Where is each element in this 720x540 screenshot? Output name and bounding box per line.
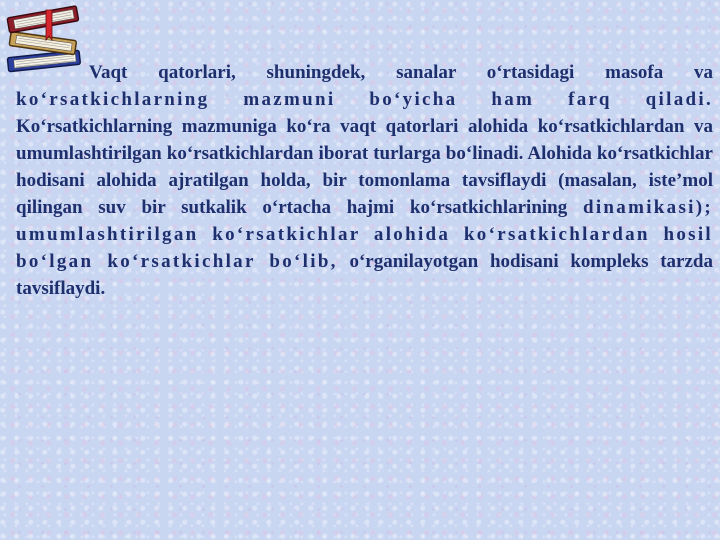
paragraph-part: Vaqt qatorlari, shuningdek, sanalar o‘rtasidagi masofa va — [89, 62, 713, 83]
body-paragraph — [16, 59, 713, 302]
paragraph-part: ko‘rsatkichlarning mazmuni bo‘yicha ham farq qiladi. — [16, 89, 713, 110]
paragraph-part: dinamikasi); umumlashtirilgan ko‘rsatkichlar alohida ko‘rsatkichlardan hosil bo‘lgan ko‘rsatkichlar bo‘lib, — [16, 197, 713, 272]
paragraph-part: o‘rganilayotgan hodisani kompleks tarzda tavsiflaydi. — [16, 251, 713, 299]
paragraph-part: Ko‘rsatkichlarning mazmuniga ko‘ra vaqt qatorlari alohida ko‘rsatkichlardan va umumlashtirilgan ko‘rsatkichlardan iborat turlarga bo‘linadi. Alohida ko‘rsatkichlar hodisani alohida ajratilgan holda, bir tomonlama tavsiflaydi (masalan, iste’mol qilingan suv bir sutkalik o‘rtacha hajmi ko‘rsatkichlarining — [16, 116, 713, 218]
